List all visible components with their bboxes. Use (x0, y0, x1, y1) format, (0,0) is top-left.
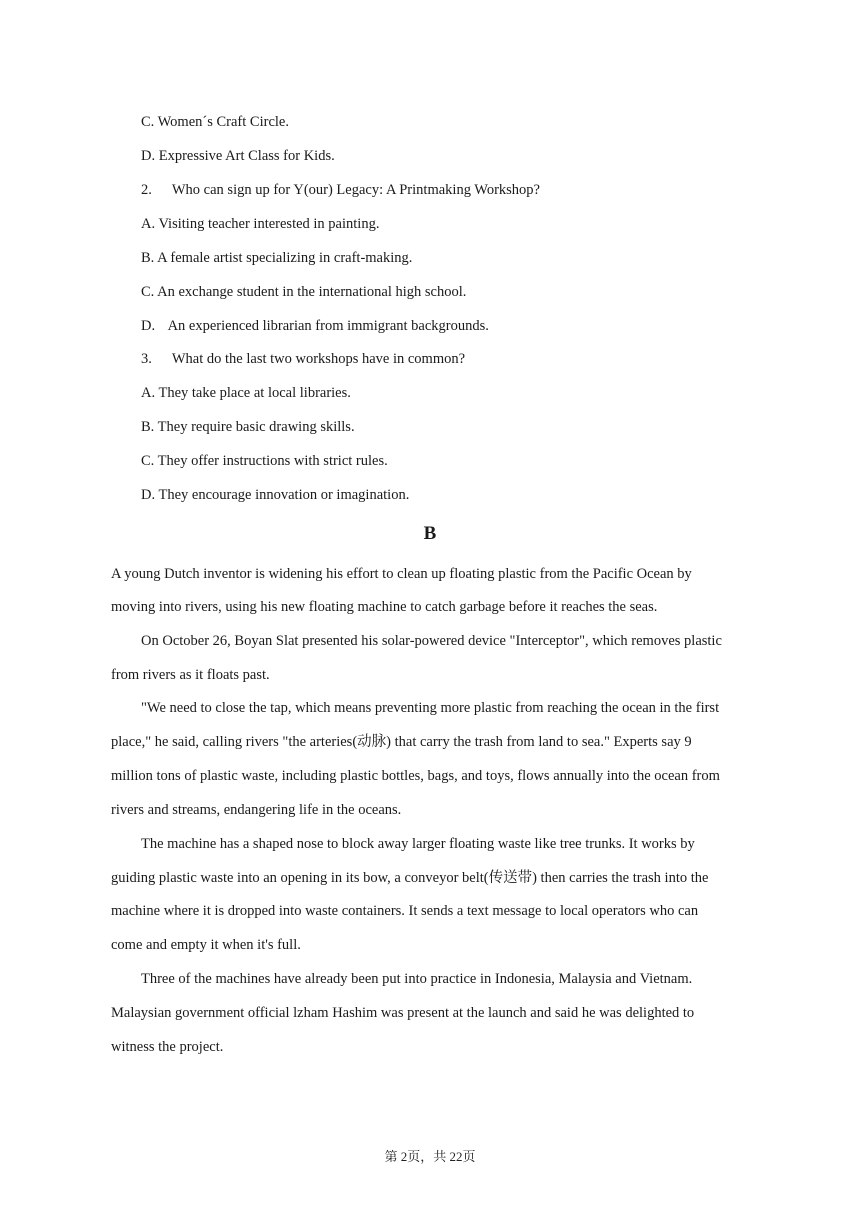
passage-line: A young Dutch inventor is widening his effort to clean up floating plastic from the Pacific Ocean by (111, 566, 692, 582)
q3-number: 3. (141, 351, 152, 367)
passage-line: witness the project. (111, 1039, 224, 1055)
passage-line: machine where it is dropped into waste containers. It sends a text message to local operators who can (111, 903, 699, 919)
passage-line: guiding plastic waste into an opening in its bow, a conveyor belt(传送带) then carries the trash into the (111, 870, 709, 886)
q2-option-c: C. An exchange student in the international high school. (141, 284, 467, 300)
q2-option-d-line (141, 317, 489, 335)
q2-option-d-prefix: D. (141, 318, 156, 334)
passage-line: million tons of plastic waste, including plastic bottles, bags, and toys, flows annually into the ocean from (111, 768, 720, 784)
q3-option-d: D. They encourage innovation or imagination. (141, 487, 410, 503)
passage-line: Malaysian government official lzham Hashim was present at the launch and said he was delighted to (111, 1005, 695, 1021)
q2-stem: Who can sign up for Y(our) Legacy: A Printmaking Workshop? (171, 182, 540, 198)
q1-option-d: D. Expressive Art Class for Kids. (141, 148, 335, 164)
passage-line: The machine has a shaped nose to block away larger floating waste like tree trunks. It works by (141, 836, 695, 852)
passage-line: moving into rivers, using his new floating machine to catch garbage before it reaches the seas. (111, 599, 658, 615)
passage-line: from rivers as it floats past. (111, 667, 270, 683)
q2-option-b: B. A female artist specializing in craft-making. (141, 250, 413, 266)
passage-line: rivers and streams, endangering life in the oceans. (111, 802, 402, 818)
q2-number: 2. (141, 182, 152, 198)
q3-stem: What do the last two workshops have in common? (171, 351, 466, 367)
q3-option-c: C. They offer instructions with strict rules. (141, 453, 388, 469)
page-footer: 第 2页，共 22页 (384, 1149, 476, 1164)
q3-option-a: A. They take place at local libraries. (141, 385, 351, 401)
q2-option-d-text: An experienced librarian from immigrant backgrounds. (167, 318, 489, 334)
passage-line: Three of the machines have already been put into practice in Indonesia, Malaysia and Vietnam. (141, 971, 693, 987)
passage-line: On October 26, Boyan Slat presented his solar-powered device "Interceptor", which removes plastic (141, 633, 722, 649)
passage-line: place," he said, calling rivers "the arteries(动脉) that carry the trash from land to sea." Experts say 9 (111, 734, 692, 750)
q3-option-b: B. They require basic drawing skills. (141, 419, 355, 435)
passage-line: "We need to close the tap, which means preventing more plastic from reaching the ocean in the first (141, 700, 720, 716)
q2-option-a: A. Visiting teacher interested in painting. (141, 216, 380, 232)
section-title: B (423, 523, 437, 544)
q1-option-c: C. Womenˊs Craft Circle. (141, 114, 289, 130)
passage-line: come and empty it when it's full. (111, 937, 301, 953)
q2-stem-line (141, 181, 540, 199)
q3-stem-line (141, 350, 465, 368)
